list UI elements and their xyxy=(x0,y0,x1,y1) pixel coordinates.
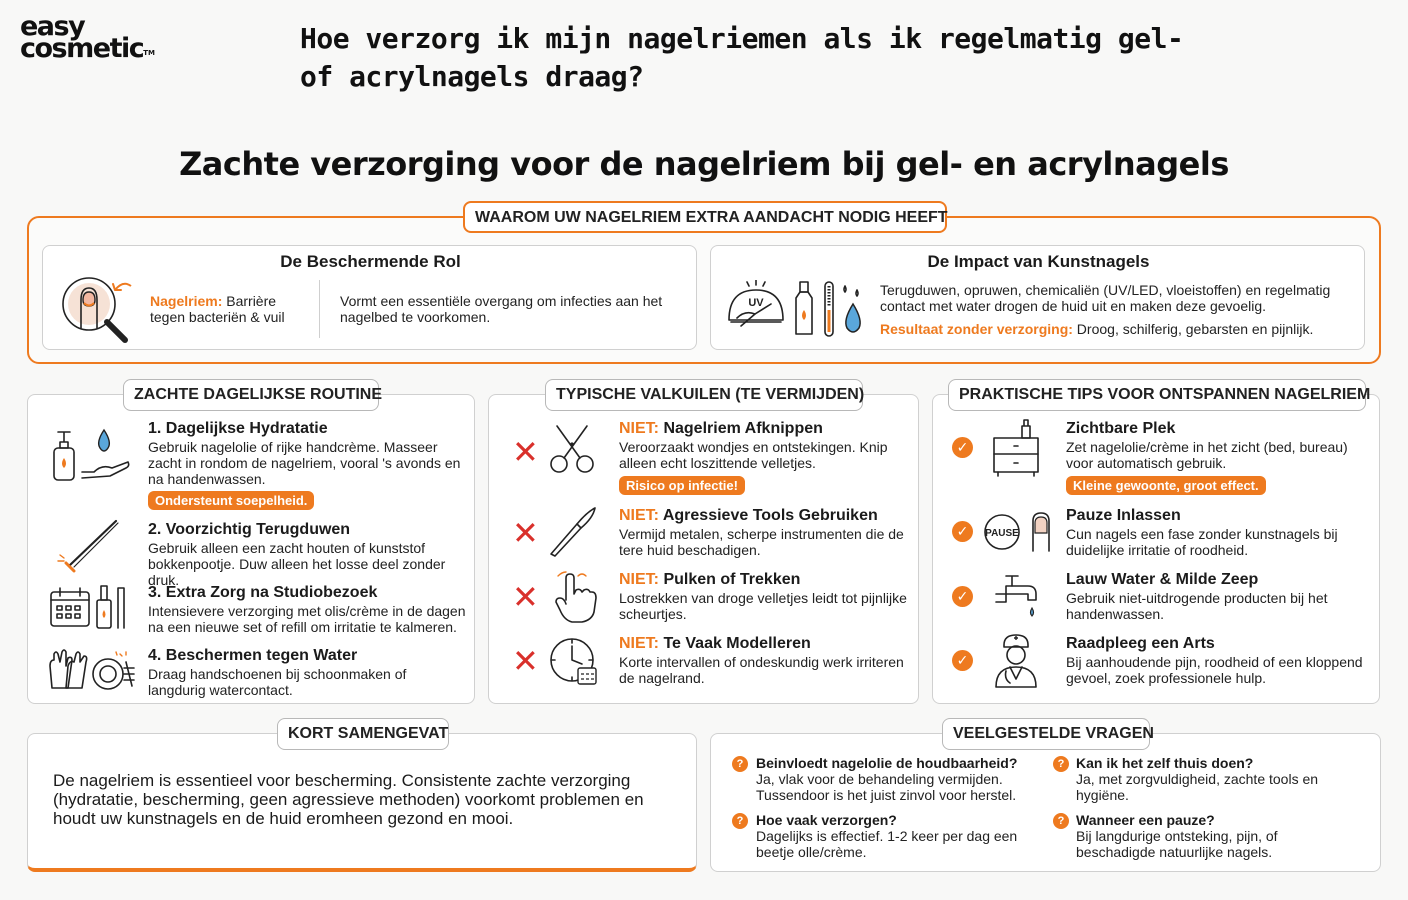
faq-4-question: Wanneer een pauze? xyxy=(1076,812,1215,828)
question-icon: ? xyxy=(1053,756,1069,772)
nightstand-icon xyxy=(990,418,1042,483)
impact-title: De Impact van Kunstnagels xyxy=(927,252,1150,271)
question-icon: ? xyxy=(732,813,748,829)
faq-1-answer: Ja, vlak voor de behandeling vermijden. Tussendoor is het juist zinvol voor herstel. xyxy=(756,771,1017,803)
routine-item-1-tag: Ondersteunt soepelheid. xyxy=(148,491,314,510)
scalpel-icon xyxy=(547,506,599,563)
pitfall-2-body: Vermijd metalen, scherpe instrumenten die de tere huid beschadigen. xyxy=(619,526,904,558)
bottle-icon xyxy=(791,280,817,343)
x-icon: ✕ xyxy=(512,514,539,552)
routine-item-3-body: Intensievere verzorging met olis/crème in de dagen na een nieuwe set of refill om irritatie te kalmeren. xyxy=(148,603,466,635)
scissors-icon xyxy=(547,424,599,481)
question-title: Hoe verzorg ik mijn nagelriemen als ik regelmatig gel- of acrylnagels draag? xyxy=(300,22,1184,93)
why-header: WAAROM UW NAGELRIEM EXTRA AANDACHT NODIG HEEFT xyxy=(463,201,947,233)
protective-label: Nagelriem: Barrière tegen bacteriën & vuil xyxy=(150,293,285,325)
pitfall-1-title: NIET: Nagelriem Afknippen xyxy=(619,420,823,437)
routine-item-3-title: 3. Extra Zorg na Studiobezoek xyxy=(148,584,378,601)
tip-1-title: Zichtbare Plek xyxy=(1066,420,1176,437)
tips-header: PRAKTISCHE TIPS VOOR ONTSPANNEN NAGELRIEM xyxy=(948,379,1366,411)
routine-header: ZACHTE DAGELIJKSE ROUTINE xyxy=(123,379,379,411)
summary-header: KORT SAMENGEVAT xyxy=(277,718,449,750)
tip-2-title: Pauze Inlassen xyxy=(1066,507,1181,524)
x-icon: ✕ xyxy=(512,578,539,616)
faq-3-question: Kan ik het zelf thuis doen? xyxy=(1076,755,1254,771)
logo-trademark: TM xyxy=(143,49,155,57)
clock-icon xyxy=(548,634,600,693)
dishes-icon xyxy=(90,648,136,697)
faq-2-answer: Dagelijks is effectief. 1-2 keer per dag een beetje olle/crème. xyxy=(756,828,1018,860)
tip-1-body: Zet nagelolie/crème in het zicht (bed, bureau) voor automatisch gebruik. xyxy=(1066,439,1348,471)
logo-line1: easy xyxy=(20,11,85,42)
protective-text: Vormt een essentiële overgang om infecties aan het nagelbed te voorkomen. xyxy=(340,293,663,325)
question-icon: ? xyxy=(1053,813,1069,829)
logo-line2: cosmetic™ xyxy=(20,33,155,64)
faq-1-question: Beinvloedt nagelolie de houdbaarheid? xyxy=(756,755,1018,771)
main-title: Zachte verzorging voor de nagelriem bij gel- en acrylnagels xyxy=(179,145,1229,183)
cuticle-pusher-icon xyxy=(56,517,126,578)
question-icon: ? xyxy=(732,756,748,772)
tip-4-body: Bij aanhoudende pijn, roodheid of een kloppend gevoel, zoek professionele hulp. xyxy=(1066,654,1363,686)
routine-item-2-title: 2. Voorzichtig Terugduwen xyxy=(148,521,351,538)
protective-role-title: De Beschermende Rol xyxy=(280,252,461,271)
pause-icon xyxy=(983,511,1055,558)
tip-3-body: Gebruik niet-uitdrogende producten bij het handenwassen. xyxy=(1066,590,1328,622)
impact-result: Resultaat zonder verzorging: Droog, schilferig, gebarsten en pijnlijk. xyxy=(880,321,1314,337)
uv-lamp-icon xyxy=(725,280,787,343)
faq-4-answer: Bij langdurige ontsteking, pijn, of beschadigde natuurlijke nagels. xyxy=(1076,828,1278,860)
doctor-icon xyxy=(992,633,1040,694)
pitfall-2-title: NIET: Agressieve Tools Gebruiken xyxy=(619,507,878,524)
check-icon: ✓ xyxy=(952,437,973,458)
x-icon: ✕ xyxy=(512,433,539,471)
impact-card xyxy=(710,245,1365,350)
tip-3-title: Lauw Water & Milde Zeep xyxy=(1066,571,1259,588)
polish-icon xyxy=(94,584,130,637)
routine-item-1-title: 1. Dagelijkse Hydratatie xyxy=(148,420,328,437)
routine-item-1-body: Gebruik nagelolie of rijke handcrème. Masseer zacht in rondom de nagelriem, vooral 's avonds en na handenwassen. xyxy=(148,439,461,487)
protective-role-card xyxy=(42,245,697,350)
check-icon: ✓ xyxy=(952,586,973,607)
magnifier-nail-icon xyxy=(57,270,135,349)
droplet-icon xyxy=(839,280,867,343)
check-icon: ✓ xyxy=(952,650,973,671)
pitfall-4-title: NIET: Te Vaak Modelleren xyxy=(619,635,811,652)
faq-2-question: Hoe vaak verzorgen? xyxy=(756,812,897,828)
faucet-icon xyxy=(992,572,1042,627)
pump-bottle-icon xyxy=(48,428,80,487)
tip-2-body: Cun nagels een fase zonder kunstnagels bij duidelijke irritatie of roodheid. xyxy=(1066,526,1338,558)
check-icon: ✓ xyxy=(952,521,973,542)
pitfall-4-body: Korte intervallen of ondeskundig werk irriteren de nagelrand. xyxy=(619,654,904,686)
divider xyxy=(319,280,320,338)
tip-4-title: Raadpleeg een Arts xyxy=(1066,635,1215,652)
calendar-icon xyxy=(48,586,92,635)
pause-label: PAUSE xyxy=(985,528,1019,539)
routine-item-2-body: Gebruik alleen een zacht houten of kunststof bokkenpootje. Duw alleen het losse deel zonder druk. xyxy=(148,540,446,588)
logo xyxy=(20,11,155,64)
pitfall-3-body: Lostrekken van droge velletjes leidt tot pijnlijke scheurtjes. xyxy=(619,590,907,622)
nail-file-icon xyxy=(821,280,837,343)
impact-text: Terugduwen, opruwen, chemicaliën (UV/LED, vloeistoffen) en regelmatig contact met water drogen de huid uit en maken deze gevoelig. xyxy=(880,282,1331,314)
routine-item-4-title: 4. Beschermen tegen Water xyxy=(148,647,358,664)
pitfall-3-title: NIET: Pulken of Trekken xyxy=(619,571,801,588)
pitfall-1-body: Veroorzaakt wondjes en ontstekingen. Knip alleen echt loszittende velletjes. xyxy=(619,439,888,471)
hand-drop-icon xyxy=(80,428,132,487)
uv-label: UV xyxy=(748,297,764,309)
pitfalls-header: TYPISCHE VALKUILEN (TE VERMIJDEN) xyxy=(545,379,863,411)
faq-3-answer: Ja, met zorgvuldigheid, zachte tools en hygiëne. xyxy=(1076,771,1319,803)
summary-text: De nagelriem is essentieel voor bescherming. Consistente zachte verzorging (hydratatie, bescherming, geen agressieve methoden) voorkomt problemen en houdt uw kunstnagels en de huid eromheen gezond en mooi. xyxy=(53,771,644,828)
finger-pull-icon xyxy=(552,570,598,629)
pitfall-1-tag: Risico op infectie! xyxy=(619,476,745,495)
routine-item-4-body: Draag handschoenen bij schoonmaken of langdurig watercontact. xyxy=(148,666,407,698)
faq-header: VEELGESTELDE VRAGEN xyxy=(942,718,1150,750)
x-icon: ✕ xyxy=(512,642,539,680)
gloves-icon xyxy=(46,648,90,697)
tip-1-tag: Kleine gewoonte, groot effect. xyxy=(1066,476,1266,495)
